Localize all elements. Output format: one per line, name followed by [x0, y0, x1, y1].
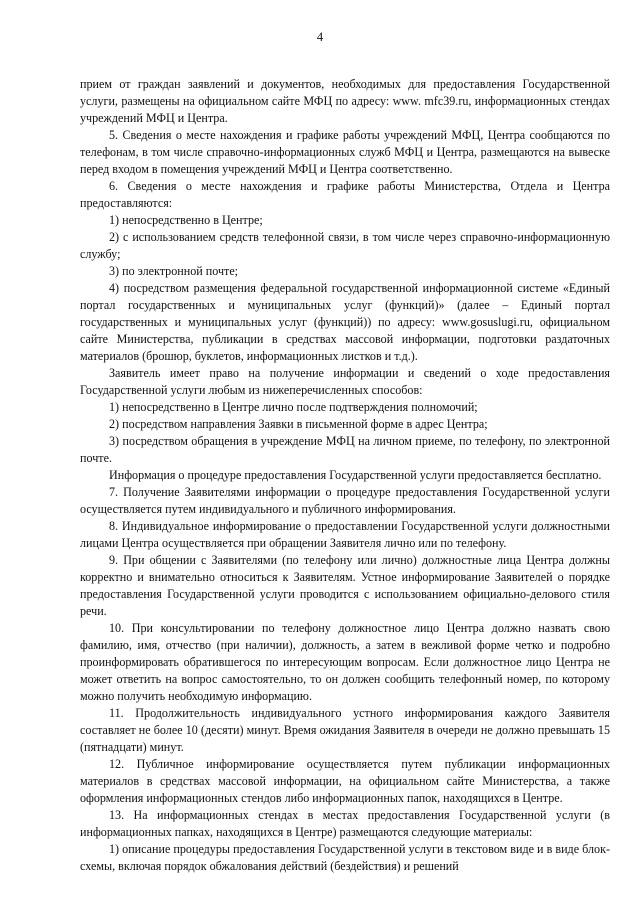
paragraph: 7. Получение Заявителями информации о процедуре предоставления Государственной услуги осуществляется путем индивидуального и публичного информирования. [80, 485, 610, 516]
paragraph: прием от граждан заявлений и документов, необходимых для предоставления Государственной услуги, размещены на официальном сайте МФЦ по адресу: www. mfc39.ru, информационных стендах учреждений МФЦ и Центра. [80, 77, 610, 125]
paragraph: 2) посредством направления Заявки в письменной форме в адрес Центра; [109, 417, 488, 431]
paragraph: 9. При общении с Заявителями (по телефону или лично) должностные лица Центра должны корректно и внимательно относиться к Заявителям. Устное информирование Заявителей о порядке предоставления Государственной услуги проводится с использованием официально-делового стиля речи. [80, 553, 610, 618]
paragraph: 2) с использованием средств телефонной связи, в том числе через справочно-информационную службу; [80, 230, 610, 261]
paragraph: Информация о процедуре предоставления Государственной услуги предоставляется бесплатно. [109, 468, 602, 482]
paragraph: 10. При консультировании по телефону должностное лицо Центра должно назвать свою фамилию, имя, отчество (при наличии), должность, а затем в вежливой форме четко и подробно проинформировать обратившегося по интересующим вопросам. Если должностное лицо Центра не может ответить на вопрос самостоятельно, то он должен сообщить телефонный номер, по которому можно получить необходимую информацию. [80, 621, 610, 703]
paragraph: 1) непосредственно в Центре лично после подтверждения полномочий; [109, 400, 478, 414]
paragraph: 8. Индивидуальное информирование о предоставлении Государственной услуги должностными лицами Центра осуществляется при обращении Заявителя лично или по телефону. [80, 519, 610, 550]
paragraph: 1) непосредственно в Центре; [109, 213, 263, 227]
paragraph: 11. Продолжительность индивидуального устного информирования каждого Заявителя составляет не более 10 (десяти) минут. Время ожидания Заявителя в очереди не должно превышать 15 (пятнадцати) минут. [80, 706, 610, 754]
paragraph: 12. Публичное информирование осуществляется путем публикации информационных материалов в средствах массовой информации, на официальном сайте Министерства, а также оформления информационных стендов либо информационных папок, находящихся в Центре. [80, 757, 610, 805]
paragraph: 4) посредством размещения федеральной государственной информационной системе «Единый портал государственных и муниципальных услуг (функций)» (далее – Единый портал государственных и муниципальных услуг (функций)) по адресу: www.gosuslugi.ru, официальном сайте Министерства, публикации в средствах массовой информации, подготовки раздаточных материалов (брошюр, буклетов, информационных листков и т.д.). [80, 281, 610, 363]
paragraph: 3) по электронной почте; [109, 264, 239, 278]
paragraph: Заявитель имеет право на получение информации и сведений о ходе предоставления Государственной услуги любым из нижеперечисленных способов: [80, 366, 610, 397]
paragraph: 5. Сведения о месте нахождения и графике работы учреждений МФЦ, Центра сообщаются по телефонам, в том числе справочно-информационных служб МФЦ и Центра, размещаются на вывеске перед входом в помещения учреждений МФЦ и Центра соответственно. [80, 128, 610, 176]
document-body [80, 76, 610, 875]
paragraph: 6. Сведения о месте нахождения и графике работы Министерства, Отдела и Центра предоставляются: [80, 179, 610, 210]
paragraph: 3) посредством обращения в учреждение МФЦ на личном приеме, по телефону, по электронной почте. [80, 434, 610, 465]
paragraph: 1) описание процедуры предоставления Государственной услуги в текстовом виде и в виде блок-схемы, включая порядок обжалования действий (бездействия) и решений [80, 842, 610, 873]
paragraph: 13. На информационных стендах в местах предоставления Государственной услуги (в информационных папках, находящихся в Центре) размещаются следующие материалы: [80, 808, 610, 839]
page-number: 4 [316, 30, 324, 44]
